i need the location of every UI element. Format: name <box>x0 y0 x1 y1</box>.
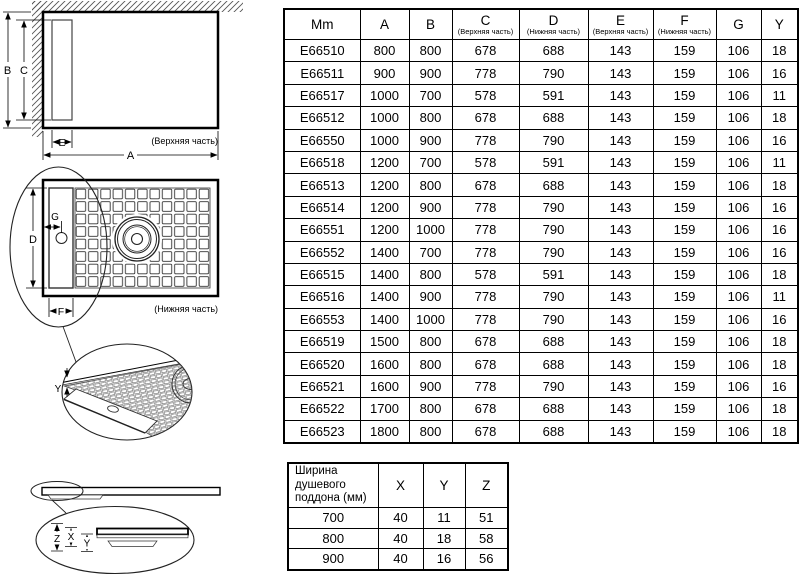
table-row <box>284 174 798 196</box>
table-row <box>284 353 798 375</box>
value-cell: 678 <box>452 420 519 443</box>
bottom-view-caption: (Нижняя часть) <box>154 304 218 314</box>
value-cell: 778 <box>452 286 519 308</box>
value-cell: 159 <box>653 84 716 106</box>
zoom-leader-line <box>52 500 66 513</box>
value-cell: 900 <box>409 129 452 151</box>
value-cell: 800 <box>409 331 452 353</box>
table-row <box>284 308 798 330</box>
value-cell: 143 <box>588 219 653 241</box>
drain-channel <box>52 20 72 120</box>
value-cell: 159 <box>653 286 716 308</box>
model-cell: E66514 <box>284 196 360 218</box>
value-cell: 790 <box>519 196 588 218</box>
value-cell: 700 <box>409 84 452 106</box>
value-cell: 778 <box>452 129 519 151</box>
column-header: Y <box>761 9 798 40</box>
profile-lip <box>97 535 188 538</box>
value-cell: 1200 <box>360 196 409 218</box>
value-cell: 143 <box>588 84 653 106</box>
column-header: B <box>409 9 452 40</box>
model-cell: E66523 <box>284 420 360 443</box>
model-cell: E66510 <box>284 40 360 62</box>
model-cell: E66513 <box>284 174 360 196</box>
wall-hatch-top <box>32 1 243 12</box>
value-cell: 800 <box>409 398 452 420</box>
value-cell: 40 <box>378 528 423 549</box>
value-cell: 56 <box>465 549 508 570</box>
value-cell: 51 <box>465 508 508 529</box>
value-cell: 1400 <box>360 286 409 308</box>
model-cell: E66515 <box>284 263 360 285</box>
value-cell: 900 <box>409 375 452 397</box>
value-cell: 18 <box>761 353 798 375</box>
value-cell: 1400 <box>360 308 409 330</box>
value-cell: 159 <box>653 107 716 129</box>
value-cell: 1800 <box>360 420 409 443</box>
value-cell: 11 <box>423 508 465 529</box>
value-cell: 106 <box>716 308 761 330</box>
wall-hatch-left <box>32 1 43 137</box>
value-cell: 800 <box>409 263 452 285</box>
model-cell: E66517 <box>284 84 360 106</box>
value-cell: 106 <box>716 129 761 151</box>
table-row <box>284 107 798 129</box>
table-row <box>284 84 798 106</box>
channel-outlet-hole <box>56 233 67 244</box>
value-cell: 688 <box>519 331 588 353</box>
value-cell: 106 <box>716 241 761 263</box>
value-cell: 159 <box>653 353 716 375</box>
value-cell: 591 <box>519 84 588 106</box>
dimensions-table-header-row <box>284 9 798 40</box>
value-cell: 40 <box>378 508 423 529</box>
value-cell: 143 <box>588 107 653 129</box>
value-cell: 800 <box>409 420 452 443</box>
value-cell: 16 <box>761 241 798 263</box>
value-cell: 159 <box>653 151 716 173</box>
value-cell: 578 <box>452 263 519 285</box>
table-row <box>284 196 798 218</box>
value-cell: 778 <box>452 196 519 218</box>
value-cell: 900 <box>288 549 378 570</box>
value-cell: 159 <box>653 398 716 420</box>
value-cell: 106 <box>716 375 761 397</box>
value-cell: 159 <box>653 375 716 397</box>
dim-label-y-profile: Y <box>83 538 91 550</box>
column-header: G <box>716 9 761 40</box>
value-cell: 700 <box>409 151 452 173</box>
value-cell: 106 <box>716 62 761 84</box>
value-cell: 678 <box>452 40 519 62</box>
value-cell: 578 <box>452 151 519 173</box>
value-cell: 688 <box>519 420 588 443</box>
value-cell: 18 <box>761 263 798 285</box>
column-header: X <box>378 463 423 508</box>
value-cell: 1000 <box>360 129 409 151</box>
model-cell: E66518 <box>284 151 360 173</box>
value-cell: 58 <box>465 528 508 549</box>
value-cell: 106 <box>716 420 761 443</box>
value-cell: 143 <box>588 375 653 397</box>
value-cell: 143 <box>588 129 653 151</box>
table-row <box>284 129 798 151</box>
value-cell: 18 <box>761 331 798 353</box>
value-cell: 106 <box>716 40 761 62</box>
value-cell: 678 <box>452 398 519 420</box>
value-cell: 900 <box>360 62 409 84</box>
value-cell: 688 <box>519 353 588 375</box>
width-table-title-cell: Ширина душевого поддона (мм) <box>288 463 378 508</box>
value-cell: 18 <box>423 528 465 549</box>
value-cell: 1200 <box>360 219 409 241</box>
value-cell: 143 <box>588 241 653 263</box>
model-cell: E66511 <box>284 62 360 84</box>
value-cell: 700 <box>409 241 452 263</box>
dim-label-g: G <box>51 212 59 223</box>
value-cell: 678 <box>452 107 519 129</box>
model-cell: E66552 <box>284 241 360 263</box>
table-row <box>288 508 508 529</box>
profile-detail-diagram <box>31 482 220 574</box>
value-cell: 143 <box>588 286 653 308</box>
dim-label-d: D <box>29 234 37 246</box>
profile-foot <box>108 541 157 547</box>
dim-label-f: F <box>57 306 65 318</box>
bottom-view-diagram <box>10 167 218 362</box>
table-row <box>284 286 798 308</box>
width-xyz-table <box>287 462 509 571</box>
value-cell: 143 <box>588 420 653 443</box>
value-cell: 1400 <box>360 241 409 263</box>
value-cell: 688 <box>519 398 588 420</box>
value-cell: 159 <box>653 129 716 151</box>
value-cell: 688 <box>519 40 588 62</box>
value-cell: 159 <box>653 62 716 84</box>
value-cell: 106 <box>716 331 761 353</box>
value-cell: 16 <box>761 219 798 241</box>
value-cell: 900 <box>409 286 452 308</box>
table-row <box>284 62 798 84</box>
value-cell: 678 <box>452 174 519 196</box>
value-cell: 143 <box>588 151 653 173</box>
model-cell: E66522 <box>284 398 360 420</box>
table-row <box>284 241 798 263</box>
value-cell: 778 <box>452 241 519 263</box>
value-cell: 778 <box>452 62 519 84</box>
model-cell: E66550 <box>284 129 360 151</box>
value-cell: 790 <box>519 219 588 241</box>
value-cell: 106 <box>716 353 761 375</box>
model-cell: E66512 <box>284 107 360 129</box>
value-cell: 778 <box>452 219 519 241</box>
value-cell: 1000 <box>360 107 409 129</box>
value-cell: 159 <box>653 241 716 263</box>
value-cell: 1000 <box>409 308 452 330</box>
value-cell: 1000 <box>360 84 409 106</box>
value-cell: 800 <box>409 107 452 129</box>
dim-label-z-profile: Z <box>53 534 61 545</box>
table-row <box>284 151 798 173</box>
column-header: A <box>360 9 409 40</box>
value-cell: 16 <box>761 375 798 397</box>
value-cell: 790 <box>519 308 588 330</box>
value-cell: 106 <box>716 219 761 241</box>
column-header: D (Нижняя часть) <box>519 9 588 40</box>
value-cell: 143 <box>588 196 653 218</box>
value-cell: 159 <box>653 308 716 330</box>
value-cell: 16 <box>761 196 798 218</box>
value-cell: 106 <box>716 263 761 285</box>
value-cell: 778 <box>452 375 519 397</box>
value-cell: 16 <box>761 62 798 84</box>
value-cell: 143 <box>588 263 653 285</box>
dim-label-c: C <box>20 65 28 77</box>
dim-label-b: B <box>3 65 12 77</box>
value-cell: 800 <box>360 40 409 62</box>
top-view-diagram <box>1 1 243 162</box>
value-cell: 900 <box>409 62 452 84</box>
top-view-caption: (Верхняя часть) <box>151 136 218 146</box>
value-cell: 11 <box>761 286 798 308</box>
value-cell: 159 <box>653 331 716 353</box>
value-cell: 1600 <box>360 375 409 397</box>
model-cell: E66551 <box>284 219 360 241</box>
value-cell: 106 <box>716 84 761 106</box>
value-cell: 18 <box>761 107 798 129</box>
value-cell: 790 <box>519 129 588 151</box>
model-cell: E66516 <box>284 286 360 308</box>
value-cell: 678 <box>452 353 519 375</box>
value-cell: 159 <box>653 263 716 285</box>
value-cell: 578 <box>452 84 519 106</box>
callout-leader-line <box>63 327 76 363</box>
value-cell: 800 <box>288 528 378 549</box>
value-cell: 790 <box>519 286 588 308</box>
value-cell: 900 <box>409 196 452 218</box>
profile-edge-thick <box>97 529 188 535</box>
column-header: Y <box>423 463 465 508</box>
value-cell: 159 <box>653 420 716 443</box>
value-cell: 106 <box>716 151 761 173</box>
tray-profile-bar <box>42 488 220 496</box>
value-cell: 143 <box>588 308 653 330</box>
table-row <box>284 263 798 285</box>
column-header: Mm <box>284 9 360 40</box>
column-header: F (Нижняя часть) <box>653 9 716 40</box>
value-cell: 688 <box>519 174 588 196</box>
value-cell: 40 <box>378 549 423 570</box>
table-row <box>284 398 798 420</box>
value-cell: 143 <box>588 331 653 353</box>
table-row <box>284 40 798 62</box>
dim-label-x-profile: X <box>67 532 75 543</box>
table-row <box>284 219 798 241</box>
value-cell: 1600 <box>360 353 409 375</box>
column-header: Z <box>465 463 508 508</box>
dimensions-table <box>283 8 799 444</box>
value-cell: 106 <box>716 107 761 129</box>
column-header: E (Верхняя часть) <box>588 9 653 40</box>
table-row <box>288 549 508 570</box>
value-cell: 143 <box>588 62 653 84</box>
value-cell: 790 <box>519 375 588 397</box>
value-cell: 800 <box>409 353 452 375</box>
value-cell: 1700 <box>360 398 409 420</box>
value-cell: 106 <box>716 398 761 420</box>
value-cell: 18 <box>761 40 798 62</box>
value-cell: 1500 <box>360 331 409 353</box>
value-cell: 106 <box>716 286 761 308</box>
value-cell: 159 <box>653 40 716 62</box>
table-row <box>284 375 798 397</box>
edge-detail-diagram <box>55 344 210 442</box>
value-cell: 11 <box>761 84 798 106</box>
value-cell: 11 <box>761 151 798 173</box>
value-cell: 143 <box>588 398 653 420</box>
value-cell: 18 <box>761 398 798 420</box>
drain-circle <box>112 214 162 264</box>
value-cell: 678 <box>452 331 519 353</box>
value-cell: 106 <box>716 196 761 218</box>
value-cell: 688 <box>519 107 588 129</box>
value-cell: 1200 <box>360 174 409 196</box>
value-cell: 18 <box>761 174 798 196</box>
dim-label-e: E <box>58 137 66 149</box>
table-row <box>288 528 508 549</box>
value-cell: 159 <box>653 219 716 241</box>
value-cell: 143 <box>588 40 653 62</box>
dim-label-y-edge: Y <box>54 384 62 395</box>
value-cell: 106 <box>716 174 761 196</box>
model-cell: E66553 <box>284 308 360 330</box>
value-cell: 159 <box>653 174 716 196</box>
value-cell: 159 <box>653 196 716 218</box>
value-cell: 18 <box>761 420 798 443</box>
value-cell: 16 <box>761 308 798 330</box>
table-row <box>284 331 798 353</box>
value-cell: 16 <box>761 129 798 151</box>
value-cell: 143 <box>588 174 653 196</box>
technical-diagrams <box>0 0 280 575</box>
dim-label-a: A <box>126 150 135 162</box>
value-cell: 790 <box>519 62 588 84</box>
width-table-header-row <box>288 463 508 508</box>
value-cell: 1200 <box>360 151 409 173</box>
column-header: C (Верхняя часть) <box>452 9 519 40</box>
value-cell: 591 <box>519 263 588 285</box>
model-cell: E66521 <box>284 375 360 397</box>
value-cell: 790 <box>519 241 588 263</box>
table-row <box>284 420 798 443</box>
value-cell: 143 <box>588 353 653 375</box>
value-cell: 591 <box>519 151 588 173</box>
value-cell: 700 <box>288 508 378 529</box>
model-cell: E66519 <box>284 331 360 353</box>
value-cell: 800 <box>409 40 452 62</box>
value-cell: 800 <box>409 174 452 196</box>
value-cell: 16 <box>423 549 465 570</box>
value-cell: 1000 <box>409 219 452 241</box>
value-cell: 778 <box>452 308 519 330</box>
profile-notch <box>48 495 103 499</box>
model-cell: E66520 <box>284 353 360 375</box>
value-cell: 1400 <box>360 263 409 285</box>
